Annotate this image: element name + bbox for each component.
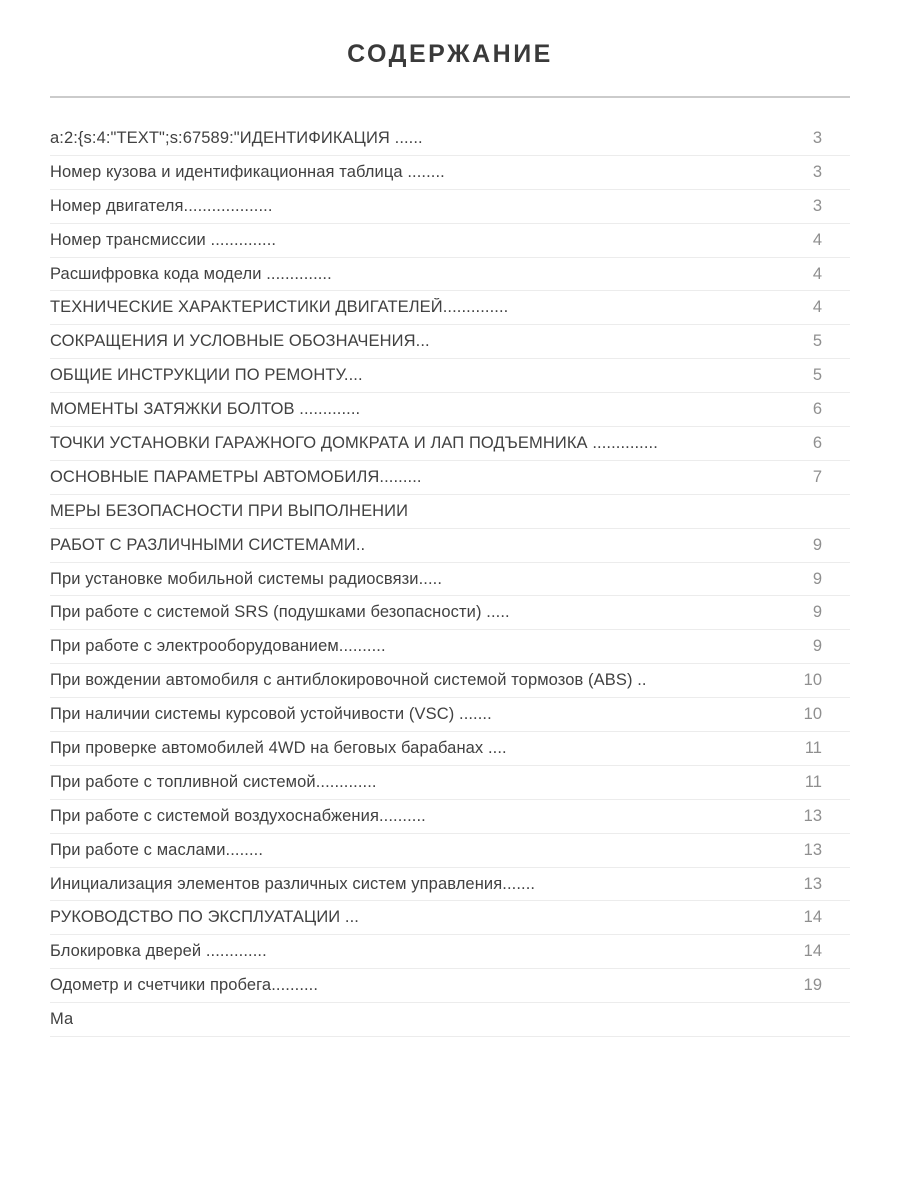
toc-entry-page: 14 [803,908,822,927]
toc-entry [50,969,850,1003]
page-title: СОДЕРЖАНИЕ [347,40,553,68]
toc-entry-page: 10 [803,705,822,724]
toc-entry [50,935,850,969]
toc-entry-page: 5 [812,332,822,351]
toc-entry-page: 13 [803,840,822,859]
toc-entry-page: 5 [812,366,822,385]
toc-entry [50,359,850,393]
toc-entry-label: Блокировка дверей ............. [50,942,267,961]
toc-entry [50,834,850,868]
toc-entry-label: Номер кузова и идентификационная таблица ........ [50,162,445,181]
toc-entry [50,596,850,630]
toc-entry-page: 11 [804,772,822,791]
toc-entry-label: Расшифровка кода модели .............. [50,264,332,283]
toc-entry-page: 9 [812,637,822,656]
toc-entry [50,291,850,325]
toc-entry [50,495,850,529]
toc-list [50,122,850,1037]
toc-entry-page: 6 [812,433,822,452]
toc-entry [50,325,850,359]
toc-entry [50,868,850,902]
toc-entry-page: 3 [812,196,822,215]
toc-entry [50,1003,850,1037]
toc-entry [50,529,850,563]
toc-entry-page: 4 [812,298,822,317]
toc-entry-page: 3 [812,128,822,147]
toc-entry-label: При вождении автомобиля с антиблокировочной системой тормозов (ABS) .. [50,671,647,690]
toc-entry-label: ОБЩИЕ ИНСТРУКЦИИ ПО РЕМОНТУ.... [50,366,363,385]
toc-entry [50,190,850,224]
toc-entry [50,800,850,834]
toc-entry-label: СОКРАЩЕНИЯ И УСЛОВНЫЕ ОБОЗНАЧЕНИЯ... [50,332,430,351]
toc-entry-page: 19 [803,976,822,995]
toc-entry-page: 14 [803,942,822,961]
toc-entry-label: При работе с системой SRS (подушками безопасности) ..... [50,603,510,622]
toc-entry [50,258,850,292]
toc-entry-label: РУКОВОДСТВО ПО ЭКСПЛУАТАЦИИ ... [50,908,359,927]
toc-entry [50,766,850,800]
toc-entry-page: 9 [812,535,822,554]
toc-entry [50,901,850,935]
toc-entry-page: 11 [804,738,822,757]
toc-entry [50,732,850,766]
toc-entry [50,563,850,597]
toc-entry-label: При работе с электрооборудованием.......... [50,637,386,656]
toc-entry-label: При проверке автомобилей 4WD на беговых барабанах .... [50,738,507,757]
toc-entry-label: При работе с маслами........ [50,840,264,859]
toc-entry-page: 9 [812,569,822,588]
toc-entry-label: Номер трансмиссии .............. [50,230,277,249]
toc-entry [50,630,850,664]
toc-entry-label: Инициализация элементов различных систем управления....... [50,874,536,893]
toc-entry-page: 6 [812,400,822,419]
toc-entry-page: 4 [812,230,822,249]
toc-entry-label: При наличии системы курсовой устойчивости (VSC) ....... [50,705,492,724]
toc-entry-page: 13 [803,874,822,893]
toc-entry-label: РАБОТ С РАЗЛИЧНЫМИ СИСТЕМАМИ.. [50,535,366,554]
toc-entry-page: 13 [803,806,822,825]
toc-entry [50,698,850,732]
toc-entry-page: 7 [812,467,822,486]
toc-entry-page: 4 [812,264,822,283]
toc-entry [50,461,850,495]
toc-entry-label: Номер двигателя................... [50,196,273,215]
toc-entry-label: ТЕХНИЧЕСКИЕ ХАРАКТЕРИСТИКИ ДВИГАТЕЛЕЙ.............. [50,298,509,317]
toc-entry-label: При установке мобильной системы радиосвязи..... [50,569,443,588]
toc-entry-label: МЕРЫ БЕЗОПАСНОСТИ ПРИ ВЫПОЛНЕНИИ [50,501,409,520]
toc-entry [50,393,850,427]
toc-entry-label: ОСНОВНЫЕ ПАРАМЕТРЫ АВТОМОБИЛЯ......... [50,467,422,486]
toc-entry-label: МОМЕНТЫ ЗАТЯЖКИ БОЛТОВ ............. [50,400,361,419]
toc-entry-label: При работе с системой воздухоснабжения.......... [50,806,426,825]
toc-entry-label: a:2:{s:4:"TEXT";s:67589:"ИДЕНТИФИКАЦИЯ ...... [50,128,423,147]
toc-entry-label: Ма [50,1010,74,1029]
toc-entry-page: 9 [812,603,822,622]
toc-entry [50,122,850,156]
toc-entry-page: 3 [812,162,822,181]
toc-entry [50,427,850,461]
toc-entry-label: ТОЧКИ УСТАНОВКИ ГАРАЖНОГО ДОМКРАТА И ЛАП ПОДЪЕМНИКА .............. [50,433,658,452]
toc-entry-label: Одометр и счетчики пробега.......... [50,976,319,995]
toc-entry [50,664,850,698]
title-divider [50,96,850,98]
toc-entry-page: 10 [803,671,822,690]
toc-entry-label: При работе с топливной системой............. [50,772,377,791]
toc-entry [50,224,850,258]
toc-entry [50,156,850,190]
